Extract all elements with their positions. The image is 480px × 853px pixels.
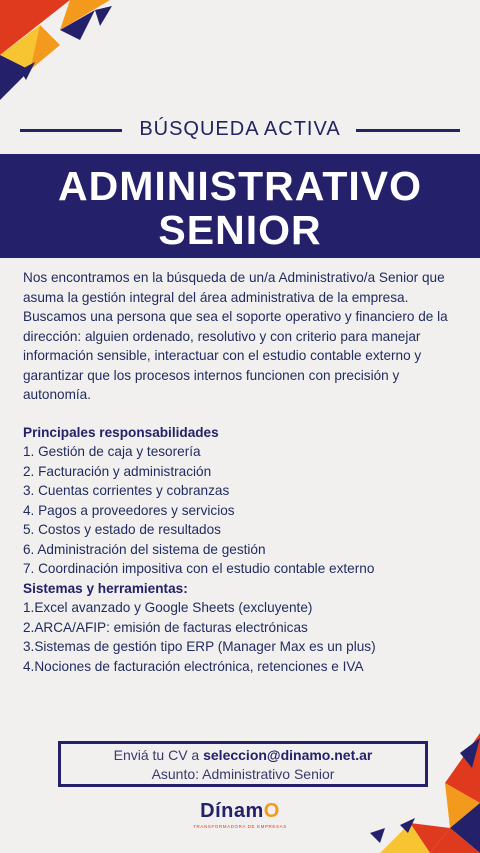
tools-title: Sistemas y herramientas: xyxy=(23,580,188,596)
list-item: 4. Pagos a proveedores y servicios xyxy=(23,502,235,518)
header-label: BÚSQUEDA ACTIVA xyxy=(139,118,341,140)
list-item: 7. Coordinación impositiva con el estudio contable externo xyxy=(23,561,375,576)
list-item: 3.Sistemas de gestión tipo ERP (Manager Max es un plus) xyxy=(23,639,376,654)
logo-name-main: Dínam xyxy=(200,800,264,822)
list-item: 5. Costos y estado de resultados xyxy=(23,522,221,537)
responsibilities-list xyxy=(23,442,463,579)
list-item: 4.Nociones de facturación electrónica, retenciones e IVA xyxy=(23,658,364,674)
list-item: 1.Excel avanzado y Google Sheets (excluyente) xyxy=(23,600,313,615)
logo-name-o: O xyxy=(263,800,280,822)
tools-list xyxy=(23,598,463,676)
title-banner xyxy=(0,154,480,258)
contact-email-link[interactable]: seleccion@dinamo.net.ar xyxy=(203,747,373,763)
header-row xyxy=(0,118,480,144)
header-rule-right xyxy=(356,129,460,132)
title-line-1: ADMINISTRATIVO xyxy=(57,163,422,209)
contact-prefix: Enviá tu CV a xyxy=(113,747,204,763)
list-item: 6. Administración del sistema de gestión xyxy=(23,541,266,557)
list-item: 2. Facturación y administración xyxy=(23,463,212,479)
list-item: 2.ARCA/AFIP: emisión de facturas electrónicas xyxy=(23,619,308,635)
intro-paragraph: Nos encontramos en la búsqueda de un/a Administrativo/a Senior que asuma la gestión integral del área administrativa de la empresa. Buscamos una persona que sea el soporte operativo y financiero de la dirección: alguien ordenado, resolutivo y con criterio para manejar información sensible, interactuar con el estudio contable externo y garantizar que los procesos internos funcionen con precisión y autonomía. xyxy=(23,270,448,402)
contact-line xyxy=(61,746,425,765)
logo-tagline: TRANSFORMADORA DE EMPRESAS xyxy=(193,824,287,829)
responsibilities-title: Principales responsabilidades xyxy=(23,424,219,440)
company-logo xyxy=(0,800,480,829)
contact-subject: Asunto: Administrativo Senior xyxy=(151,766,335,782)
decorative-shapes-top-left xyxy=(0,0,120,110)
list-item: 3. Cuentas corrientes y cobranzas xyxy=(23,483,230,498)
job-description xyxy=(23,268,463,676)
title-line-2: SENIOR xyxy=(158,207,322,253)
contact-box xyxy=(58,741,428,787)
logo-wordmark xyxy=(0,800,480,823)
list-item: 1. Gestión de caja y tesorería xyxy=(23,444,201,459)
